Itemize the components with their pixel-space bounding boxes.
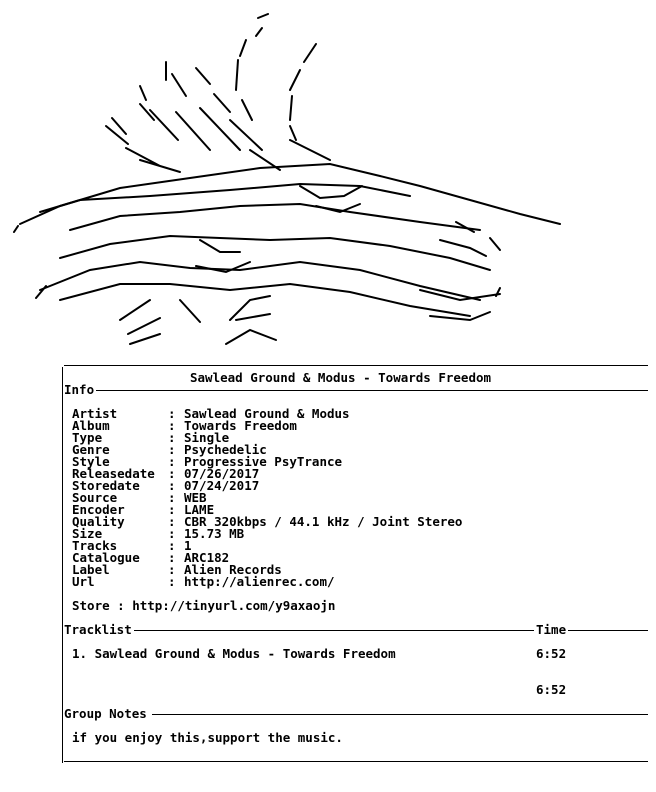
info-label: Genre <box>72 442 110 457</box>
info-label: Tracks <box>72 538 118 553</box>
info-label: Releasedate <box>72 466 155 481</box>
info-label: Album <box>72 418 110 433</box>
info-value: WEB <box>184 490 207 505</box>
info-label: Label <box>72 562 110 577</box>
ascii-art-drawing <box>0 0 656 360</box>
info-value: ARC182 <box>184 550 230 565</box>
info-separator: : <box>168 430 176 445</box>
info-separator: : <box>168 406 176 421</box>
info-value: LAME <box>184 502 215 517</box>
info-value: Progressive PsyTrance <box>184 454 343 469</box>
info-value: Sawlead Ground & Modus <box>184 406 350 421</box>
time-rule <box>568 630 648 631</box>
info-value: Alien Records <box>184 562 282 577</box>
info-label: Quality <box>72 514 125 529</box>
info-separator: : <box>168 526 176 541</box>
info-separator: : <box>168 442 176 457</box>
total-time: 6:52 <box>536 682 567 697</box>
info-separator: : <box>168 538 176 553</box>
info-rule <box>96 390 648 391</box>
info-label: Size <box>72 526 103 541</box>
group-notes-text: if you enjoy this,support the music. <box>72 730 343 745</box>
time-heading: Time <box>536 622 567 637</box>
info-value: 1 <box>184 538 192 553</box>
info-separator: : <box>168 490 176 505</box>
info-label: Type <box>72 430 103 445</box>
section-info-heading: Info <box>64 382 95 397</box>
info-separator: : <box>168 418 176 433</box>
info-value: 07/26/2017 <box>184 466 260 481</box>
bottom-rule <box>64 761 648 762</box>
info-label: Storedate <box>72 478 140 493</box>
info-separator: : <box>168 514 176 529</box>
release-title: Sawlead Ground & Modus - Towards Freedom <box>190 370 492 385</box>
info-separator: : <box>168 466 176 481</box>
info-value[interactable]: http://alienrec.com/ <box>184 574 335 589</box>
info-label: Style <box>72 454 110 469</box>
info-row <box>72 576 335 588</box>
info-separator: : <box>168 454 176 469</box>
group-notes-rule <box>152 714 648 715</box>
info-value: 07/24/2017 <box>184 478 260 493</box>
store-link[interactable]: Store : http://tinyurl.com/y9axaojn <box>72 598 336 613</box>
info-label: Catalogue <box>72 550 140 565</box>
info-separator: : <box>168 550 176 565</box>
tracklist-rule <box>134 630 534 631</box>
info-value: Single <box>184 430 230 445</box>
ascii-art-logo <box>0 0 656 360</box>
top-rule <box>64 365 648 366</box>
info-label: Url <box>72 574 95 589</box>
info-row <box>72 516 462 528</box>
section-group-notes-heading: Group Notes <box>64 706 147 721</box>
info-value: Psychedelic <box>184 442 267 457</box>
left-border <box>62 367 63 763</box>
section-tracklist-heading: Tracklist <box>64 622 132 637</box>
info-label: Source <box>72 490 118 505</box>
info-value: 15.73 MB <box>184 526 245 541</box>
track-time: 6:52 <box>536 646 567 661</box>
info-label: Encoder <box>72 502 125 517</box>
info-value: CBR 320kbps / 44.1 kHz / Joint Stereo <box>184 514 463 529</box>
info-separator: : <box>168 562 176 577</box>
info-value: Towards Freedom <box>184 418 297 433</box>
info-separator: : <box>168 574 176 589</box>
info-separator: : <box>168 502 176 517</box>
track-name: 1. Sawlead Ground & Modus - Towards Freedom <box>72 646 396 661</box>
info-separator: : <box>168 478 176 493</box>
info-label: Artist <box>72 406 118 421</box>
